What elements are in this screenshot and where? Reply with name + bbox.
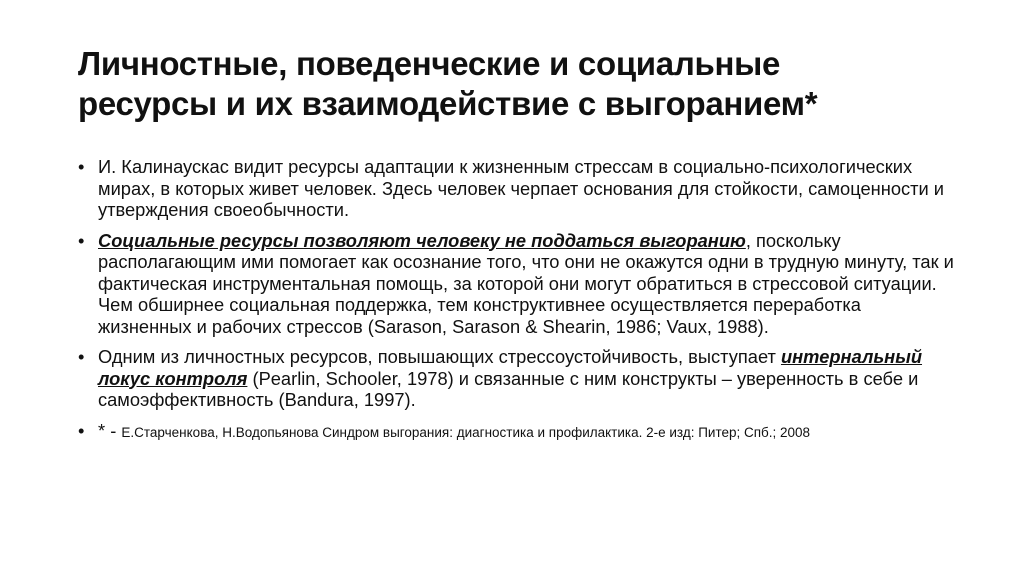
bullet-item-4 bbox=[78, 420, 958, 444]
bullet-item-3 bbox=[78, 346, 958, 411]
bullet-item-2 bbox=[78, 230, 958, 338]
bullet-item-1 bbox=[78, 156, 958, 221]
bullet-marker: • bbox=[78, 346, 85, 367]
bullet-marker: • bbox=[78, 156, 85, 177]
bullet-text: (Pearlin, Schooler, 1978) и связанные с ним конструкты – уверенность в себе и самоэффективность (Bandura, 1997). bbox=[98, 367, 919, 410]
bullet-marker: • bbox=[78, 419, 85, 441]
title-line-2: ресурсы и их взаимодействие с выгоранием* bbox=[78, 85, 818, 122]
bullet-text: И. Калинаускас видит ресурсы адаптации к жизненным стрессам в социально-психологических мирах, в которых живет человек. Здесь человек черпает основания для стойкости, самоценности и утверждения своеобычности. bbox=[98, 156, 945, 220]
bullet-text: Одним из личностных ресурсов, повышающих стрессоустойчивость, выступает bbox=[98, 346, 781, 367]
title-line-1: Личностные, поведенческие и социальные bbox=[78, 45, 781, 82]
emphasized-text: интернальный локус контроля bbox=[98, 346, 923, 389]
reference-text: Е.Старченкова, Н.Водопьянова Синдром выгорания: диагностика и профилактика. 2-е изд: Питер; Спб.; 2008 bbox=[121, 424, 811, 440]
slide-title bbox=[78, 44, 978, 124]
emphasized-text: Социальные ресурсы позволяют человеку не поддаться выгоранию bbox=[98, 229, 746, 251]
bullet-list bbox=[78, 156, 958, 452]
footnote-marker: * - bbox=[98, 419, 122, 441]
bullet-text: , поскольку располагающим ими помогает как осознание того, что они не окажутся одни в трудную минуту, так и фактическая инструментальная помощь, за которой они могут обратиться в стрессовой ситуации. Чем обширнее социальная поддержка, тем конструктивнее осуществляется переработка жизненных и рабочих стрессов (Sarason, Sarason & Shearin, 1986; Vaux, 1988). bbox=[98, 229, 954, 337]
bullet-marker: • bbox=[78, 229, 85, 251]
